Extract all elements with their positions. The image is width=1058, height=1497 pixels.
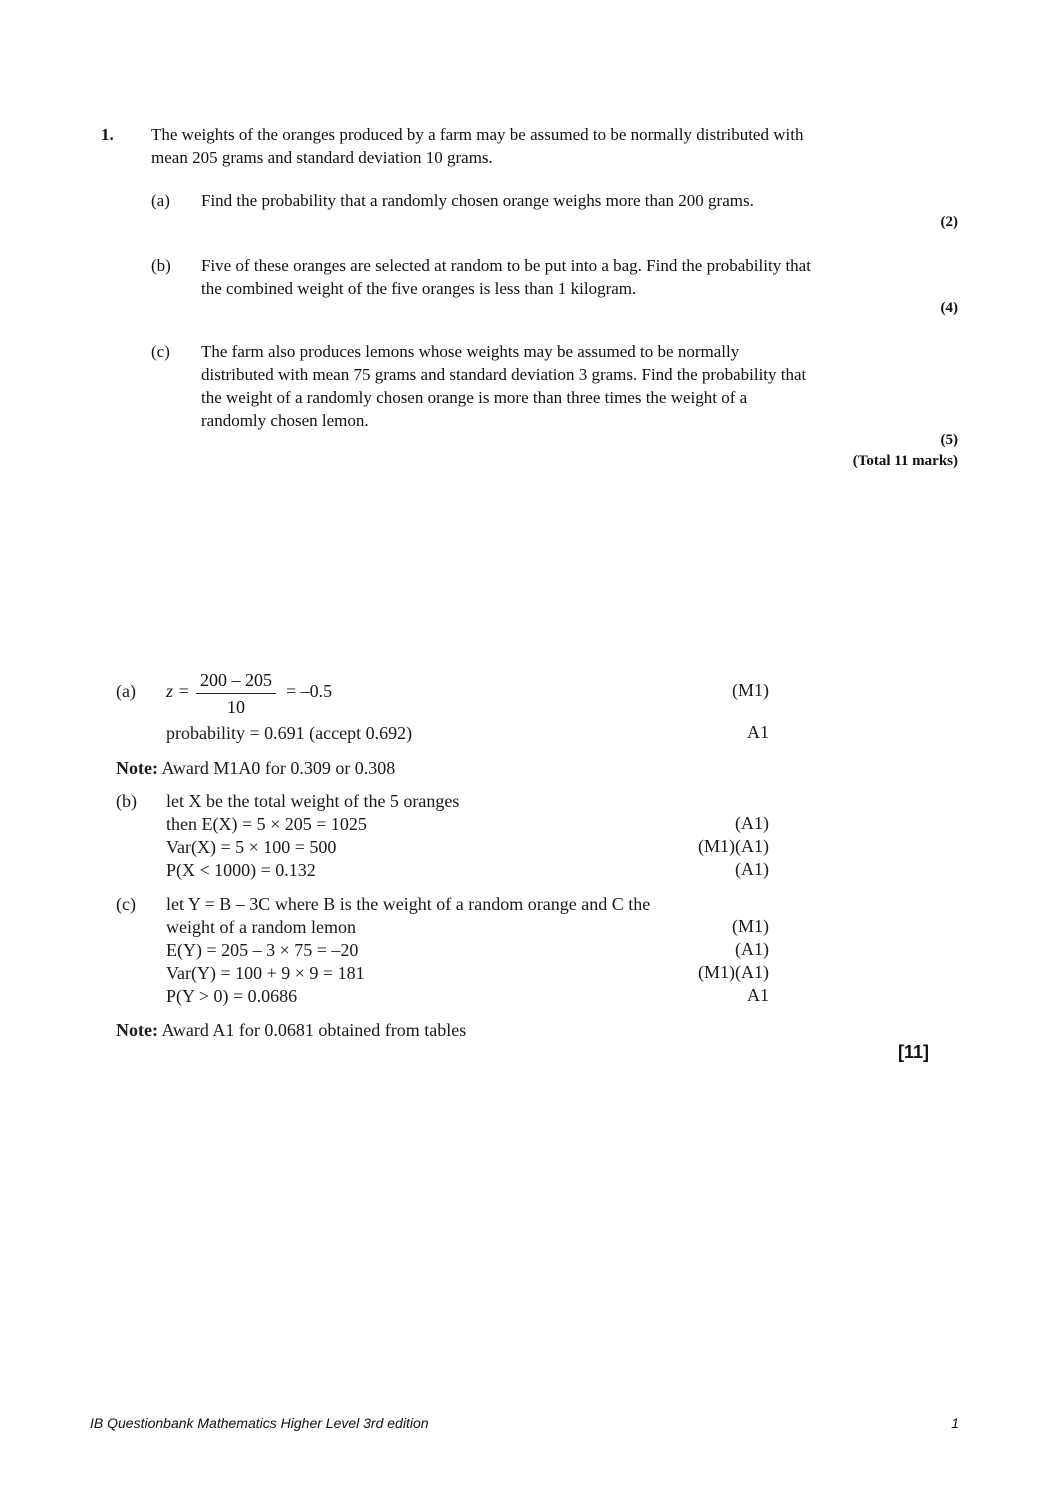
ms-c-line-3: E(Y) = 205 – 3 × 75 = –20 — [166, 940, 359, 960]
part-b-text-line-2: the combined weight of the five oranges is less than 1 kilogram. — [201, 279, 637, 298]
ms-b-line-4-mark: (A1) — [735, 859, 769, 879]
ms-c-line-4-mark: (M1)(A1) — [698, 962, 769, 982]
part-c-text-line-4: randomly chosen lemon. — [201, 411, 369, 430]
ms-c-line-3-mark: (A1) — [735, 939, 769, 959]
question-stem-line-1: The weights of the oranges produced by a farm may be assumed to be normally distributed with — [151, 125, 804, 144]
ms-c-line-1: let Y = B – 3C where B is the weight of a random orange and C the — [166, 894, 651, 914]
part-b-marks: (4) — [940, 300, 958, 316]
ms-b-line-3-mark: (M1)(A1) — [698, 836, 769, 856]
ms-note-a — [116, 757, 395, 780]
part-a-label: (a) — [151, 191, 170, 210]
ms-c-line-5-mark: A1 — [747, 985, 769, 1005]
total-marks: (Total 11 marks) — [852, 453, 958, 469]
ms-b-label: (b) — [116, 791, 137, 811]
part-c-marks: (5) — [940, 432, 958, 448]
ms-b-line-1: let X be the total weight of the 5 oranges — [166, 791, 460, 811]
ms-a-z-prefix — [166, 680, 190, 703]
ms-b-line-2: then E(X) = 5 × 205 = 1025 — [166, 814, 367, 834]
ms-c-line-2-mark: (M1) — [732, 916, 769, 936]
ms-c-line-2: weight of a random lemon — [166, 917, 356, 937]
ms-a-probability-mark: A1 — [747, 722, 769, 742]
ms-note-a-prefix: Note: — [116, 758, 158, 778]
question-stem-line-2: mean 205 grams and standard deviation 10 grams. — [151, 148, 493, 167]
ms-note-c-text: Award A1 for 0.0681 obtained from tables — [157, 1020, 467, 1040]
ms-note-c — [116, 1019, 466, 1042]
ms-total: [11] — [897, 1042, 929, 1062]
ms-b-line-3: Var(X) = 5 × 100 = 500 — [166, 837, 337, 857]
part-c-text-line-2: distributed with mean 75 grams and standard deviation 3 grams. Find the probability that — [201, 365, 807, 384]
ms-a-numerator: 200 – 205 — [200, 670, 272, 690]
ms-c-label: (c) — [116, 894, 136, 914]
footer-page-number: 1 — [951, 1415, 959, 1431]
ms-a-z-result: = –0.5 — [286, 681, 333, 701]
part-c-label: (c) — [151, 342, 170, 361]
part-a-text: Find the probability that a randomly chosen orange weighs more than 200 grams. — [201, 191, 754, 210]
ms-a-denominator: 10 — [227, 697, 245, 717]
ms-note-c-prefix: Note: — [116, 1020, 158, 1040]
ms-a-z-prefix-text: z = — [166, 681, 190, 701]
ms-a-fraction — [196, 669, 276, 718]
part-c-text-line-1: The farm also produces lemons whose weights may be assumed to be normally — [201, 342, 740, 361]
ms-c-line-5: P(Y > 0) = 0.0686 — [166, 986, 298, 1006]
ms-a-label: (a) — [116, 681, 136, 701]
part-a-marks: (2) — [940, 214, 958, 230]
ms-b-line-4: P(X < 1000) = 0.132 — [166, 860, 316, 880]
part-b-label: (b) — [151, 256, 171, 275]
ms-c-line-4: Var(Y) = 100 + 9 × 9 = 181 — [166, 963, 365, 983]
part-c-text-line-3: the weight of a randomly chosen orange is more than three times the weight of a — [201, 388, 748, 407]
ms-b-line-2-mark: (A1) — [735, 813, 769, 833]
fraction-bar — [196, 693, 276, 694]
footer-source: IB Questionbank Mathematics Higher Level 3rd edition — [90, 1415, 429, 1431]
ms-a-probability: probability = 0.691 (accept 0.692) — [166, 723, 413, 743]
ms-a-z-mark: (M1) — [732, 680, 769, 700]
ms-note-a-text: Award M1A0 for 0.309 or 0.308 — [157, 758, 396, 778]
part-b-text-line-1: Five of these oranges are selected at random to be put into a bag. Find the probability that — [201, 256, 811, 275]
question-number: 1. — [101, 125, 114, 144]
